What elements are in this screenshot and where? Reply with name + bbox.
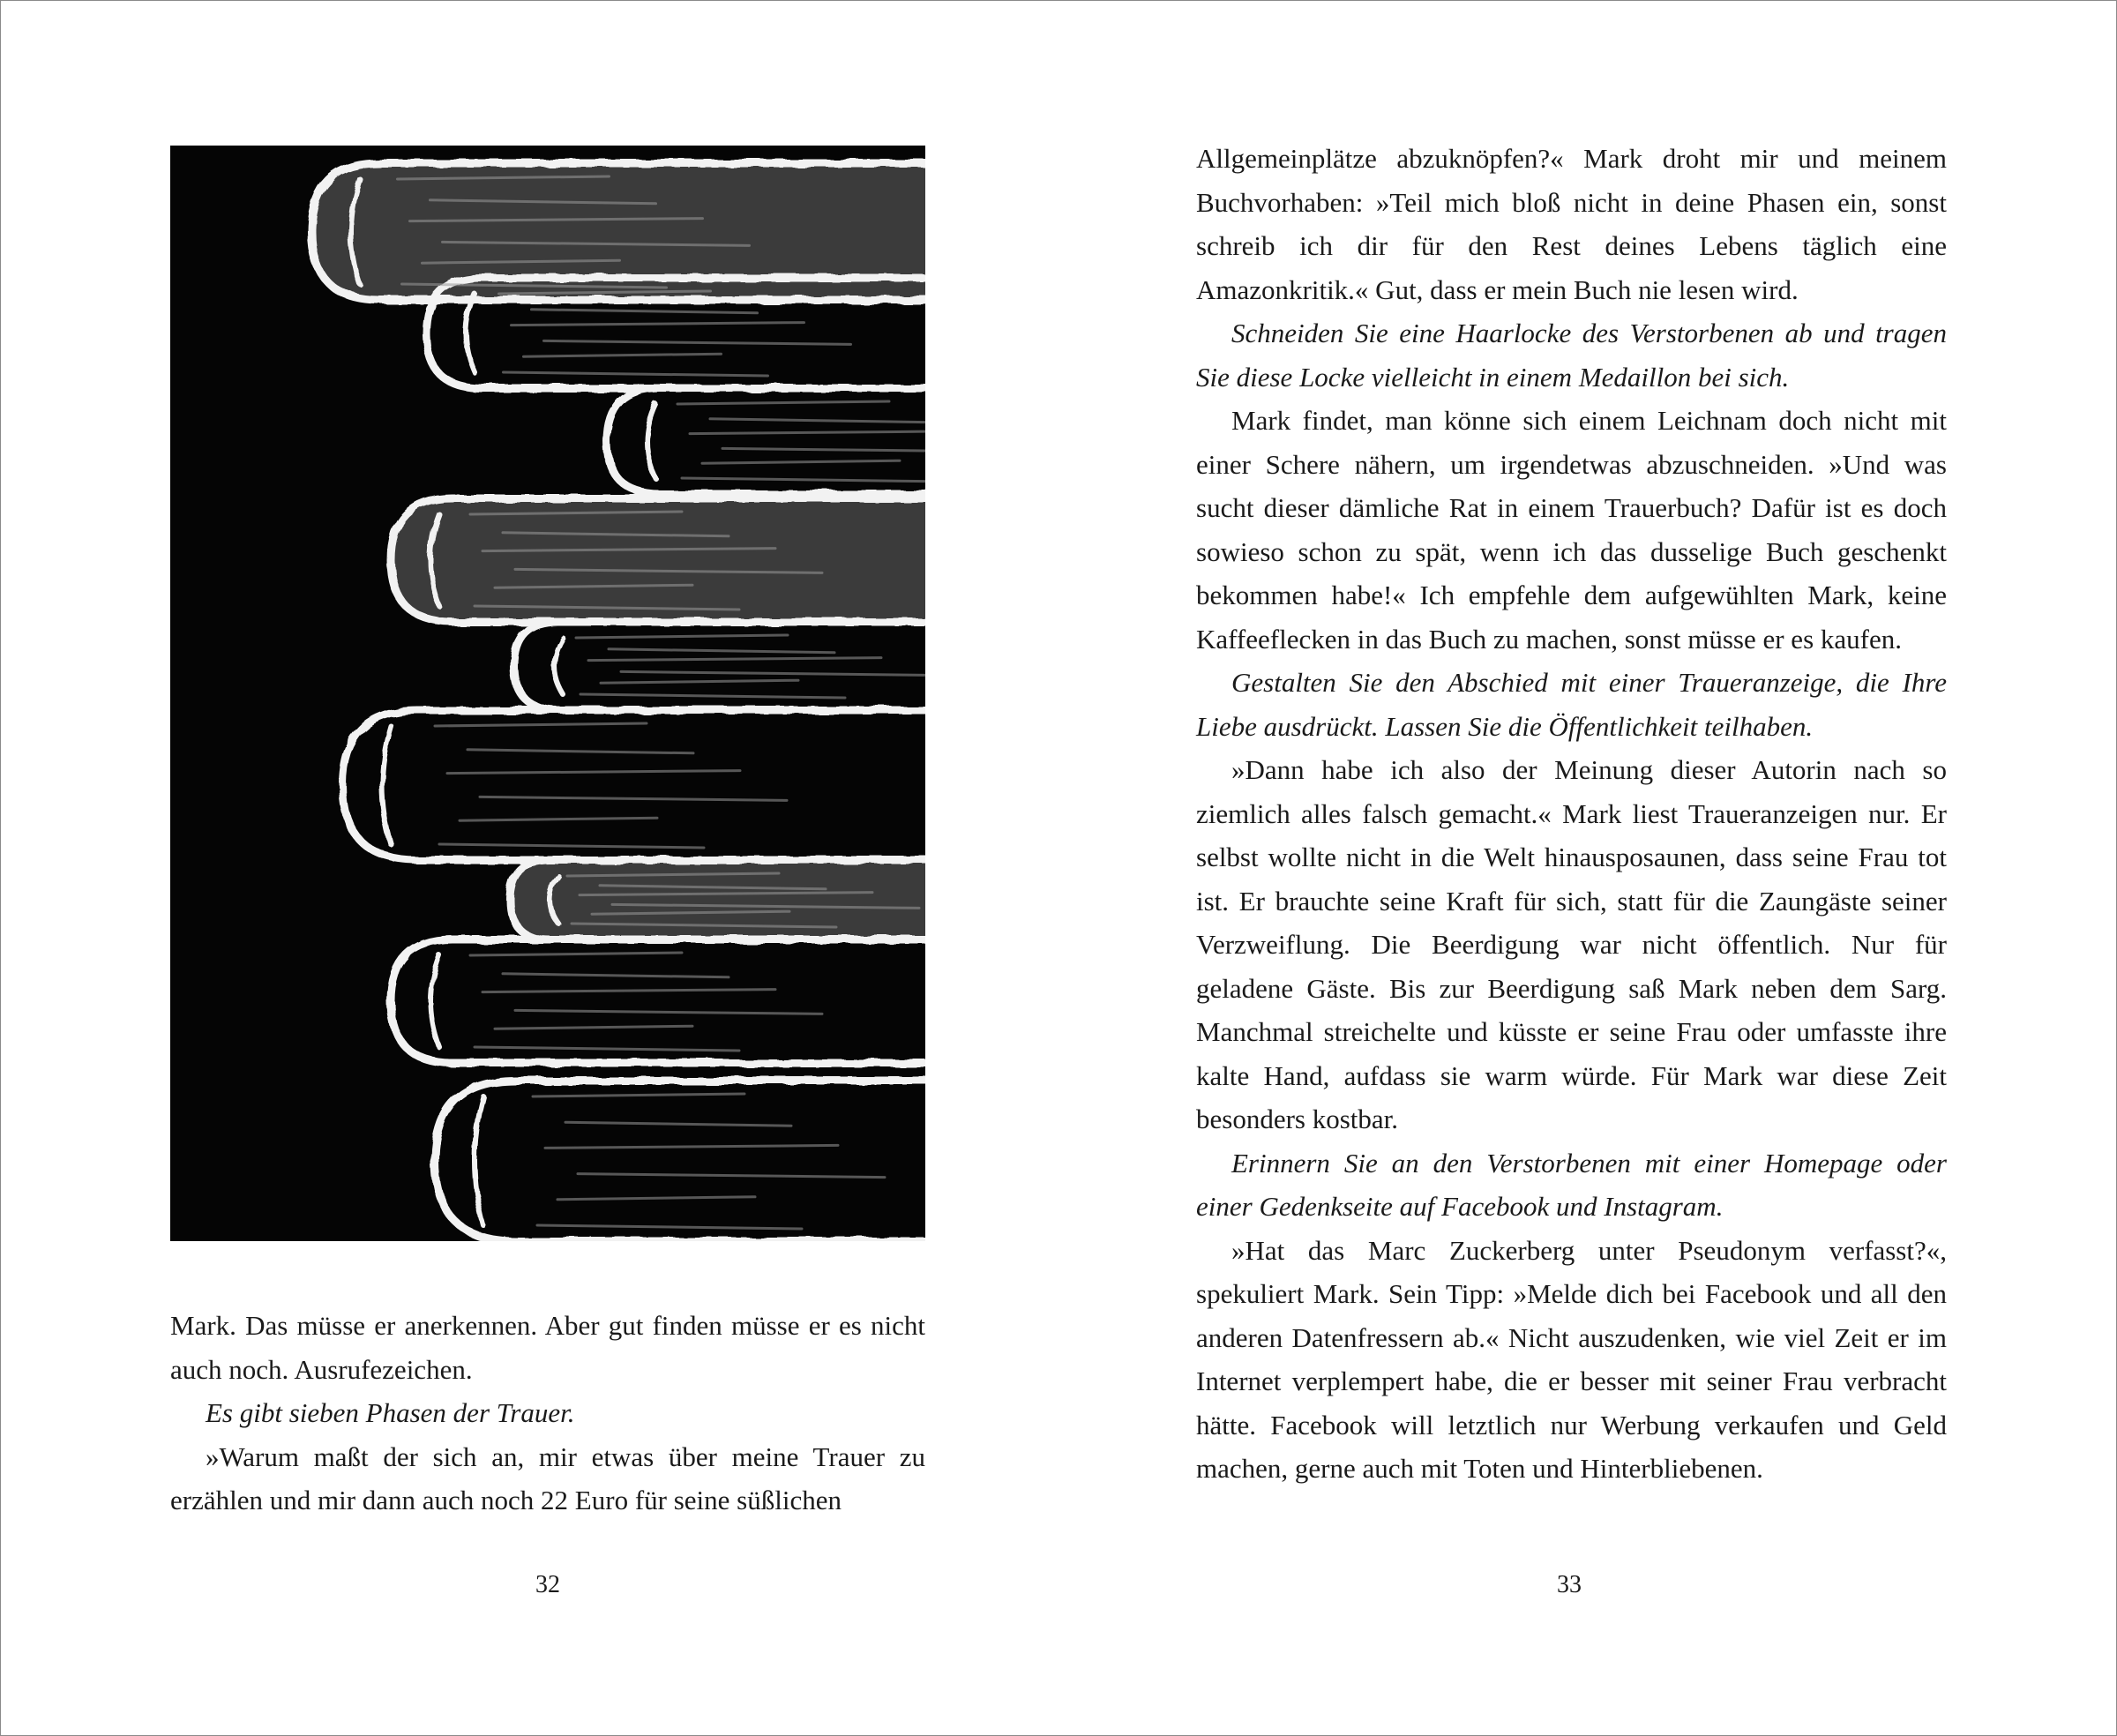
page-hatch	[435, 723, 647, 726]
book-spine-edge	[647, 404, 655, 478]
book-spine-edge	[554, 638, 563, 694]
paragraph: Allgemeinplätze abzuknöpfen?« Mark droht mir und meinem Buchvorhaben: »Teil mich bloß nicht in deine Phasen ein, sonst schreib ich dir für den Rest deines Lebens täglich eine Amazonkritik.« Gut, dass er mein Buch nie lesen wird.	[1196, 143, 1947, 305]
page-hatch	[545, 1145, 838, 1148]
page-hatch	[533, 1094, 744, 1096]
page-hatch	[515, 1010, 822, 1014]
page-hatch	[580, 694, 845, 698]
book-spine	[435, 1081, 925, 1241]
page-hatch	[468, 750, 693, 753]
book-spine	[391, 498, 925, 622]
page-hatch	[544, 340, 851, 344]
paragraph: »Dann habe ich also der Meinung dieser Autorin nach so ziemlich alles falsch gemacht.« Mark liest Traueranzeigen nur. Er selbst wollte nicht in die Welt hinausposaunen, dass seine Frau tot ist. Er brauchte seine Kraft für sich, statt für die Zaungäste seiner Verzweiflung. Die Beerdigung war nicht öffentlich. Nur für geladene Gäste. Bis zur Beerdigung saß Mark neben dem Sarg. Manchmal streichelte und küsste er seine Frau oder umfasste ihre kalte Hand, aufdass sie warm würde. Für Mark war diese Zeit besonders kostbar.	[1196, 754, 1947, 1134]
page-hatch	[537, 1225, 802, 1229]
paragraph: Es gibt sieben Phasen der Trauer.	[206, 1397, 575, 1428]
page-hatch	[460, 818, 657, 820]
page-number-right: 33	[1557, 1571, 1582, 1598]
page-hatch	[495, 1026, 692, 1029]
page-hatch	[578, 1174, 885, 1178]
page-hatch	[702, 460, 900, 463]
book-spine-edge	[475, 1096, 483, 1225]
page-hatch	[621, 671, 925, 675]
page-hatch	[503, 974, 729, 977]
page-hatch	[475, 1047, 739, 1051]
paragraph: Gestalten Sie den Abschied mit einer Traueranzeige, die Ihre Liebe ausdrückt. Lassen Sie die Öffentlichkeit teilhaben.	[1196, 667, 1947, 742]
page-hatch	[722, 448, 925, 452]
page-hatch	[480, 797, 787, 800]
page-hatch	[677, 401, 889, 404]
page-hatch	[470, 953, 682, 955]
page-hatch	[524, 354, 722, 356]
book-spine	[510, 860, 925, 939]
paragraph: Mark findet, man könne sich einem Leichnam doch nicht mit einer Schere nähern, um irgendetwas abzuschneiden. »Und was sucht dieser dämliche Rat in einem Trauerbuch? Dafür ist es doch sowieso schon zu spät, wenn ich das dusselige Buch geschenkt bekommen habe!« Ich empfehle dem aufgewühlten Mark, keine Kaffeeflecken in das Buch zu machen, sonst müsse er es kaufen.	[1196, 405, 1947, 655]
page-hatch	[482, 990, 775, 992]
page-hatch	[504, 372, 768, 376]
page-hatch	[576, 635, 788, 638]
page-hatch	[565, 1122, 791, 1126]
book-spine-edge	[382, 726, 391, 844]
paragraph: Mark. Das müsse er anerkennen. Aber gut finden müsse er es nicht auch noch. Ausrufezeichen.	[170, 1310, 925, 1385]
page-hatch	[447, 771, 740, 774]
paragraph: »Hat das Marc Zuckerberg unter Pseudonym verfasst?«, spekuliert Mark. Sein Tipp: »Melde dich bei Facebook und all den anderen Datenfressern ab.« Nicht auszudenken, wie viel Zeit er im Internet verplempert habe, die er besser mit seiner Frau verbracht hätte. Facebook will letztlich nur Werbung verkaufen und Geld machen, gerne auch mit Toten und Hinterbliebenen.	[1196, 1234, 1947, 1484]
page-hatch	[532, 310, 758, 313]
page-hatch	[682, 478, 925, 482]
page-number-left: 32	[535, 1571, 560, 1598]
page-hatch	[512, 323, 804, 326]
book-spine-edge	[466, 294, 475, 372]
left-page-text	[170, 1304, 925, 1523]
page-hatch	[588, 658, 881, 661]
book-spine	[342, 710, 925, 860]
right-page-text	[1196, 137, 1947, 1491]
book-stack-drawing	[170, 146, 925, 1241]
page-hatch	[690, 431, 925, 434]
paragraph: Erinnern Sie an den Verstorbenen mit einer Homepage oder einer Gedenkseite auf Facebook und Instagram.	[1196, 1147, 1947, 1222]
page-hatch	[439, 844, 704, 848]
page-hatch	[601, 680, 798, 683]
page-hatch	[557, 1197, 755, 1200]
book-stack-illustration	[170, 146, 925, 1241]
paragraph: Schneiden Sie eine Haarlocke des Verstorbenen ab und tragen Sie diese Locke vielleicht in einem Medaillon bei sich.	[1196, 318, 1947, 393]
book-spine-edge	[430, 955, 439, 1047]
book-spine	[391, 939, 925, 1063]
paragraph: »Warum maßt der sich an, mir etwas über meine Trauer zu erzählen und mir dann auch noch 22 Euro für seine süßlichen	[170, 1440, 925, 1515]
page-hatch	[710, 419, 925, 423]
page-hatch	[609, 649, 834, 653]
